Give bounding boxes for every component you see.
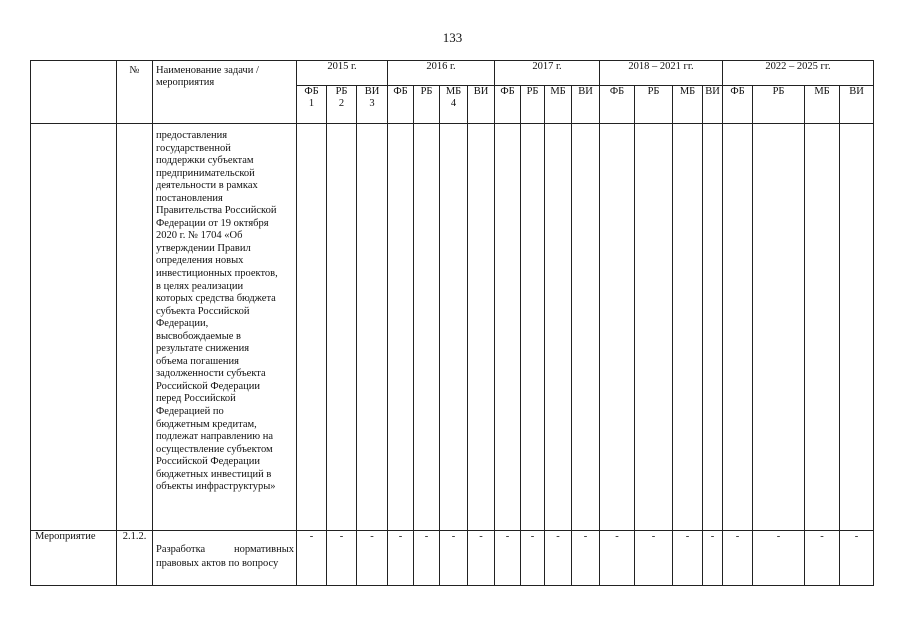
value-cell: - [440, 531, 468, 586]
subcol-fb: ФБ 1 [297, 86, 327, 124]
value-cell: - [673, 531, 703, 586]
description-line: объекты инфраструктуры» [156, 481, 276, 493]
description-line: государственной [156, 142, 231, 154]
description-line: подлежат направлению на [156, 431, 274, 443]
subcol-vi: ВИ [572, 86, 600, 124]
header-year-2017: 2017 г. [495, 61, 600, 86]
description-line: предпринимательской [156, 167, 255, 179]
continuation-description [153, 124, 297, 531]
description-line: поддержки субъектам [156, 155, 254, 167]
value-cell: - [297, 531, 327, 586]
subcol-mb: МБ 4 [440, 86, 468, 124]
subcol-vi: ВИ 3 [357, 86, 388, 124]
subcol-rb: РБ [414, 86, 440, 124]
description-line: определения новых [156, 255, 244, 267]
subcol-rb: РБ [753, 86, 805, 124]
description-line: перед Российской [156, 393, 236, 405]
header-year-2018-2021: 2018 – 2021 гг. [600, 61, 723, 86]
description-line: деятельности в рамках [156, 180, 258, 192]
header-year-2016: 2016 г. [388, 61, 495, 86]
value-cell: - [805, 531, 840, 586]
value-cell: - [414, 531, 440, 586]
subcol-mb: МБ [545, 86, 572, 124]
value-cell: - [495, 531, 521, 586]
description-line: высвобождаемые в [156, 330, 241, 342]
row-number: 2.1.2. [117, 531, 153, 586]
description-line: субъекта Российской [156, 305, 250, 317]
description-line: утверждении Правил [156, 242, 251, 254]
value-cell: - [357, 531, 388, 586]
subcol-vi: ВИ [840, 86, 874, 124]
value-cell: - [545, 531, 572, 586]
header-year-2022-2025: 2022 – 2025 гг. [723, 61, 874, 86]
value-cell: - [753, 531, 805, 586]
description-line: инвестиционных проектов, [156, 268, 278, 280]
subcol-fb: ФБ [388, 86, 414, 124]
row-number-cell [117, 124, 153, 531]
subcol-rb: РБ [521, 86, 545, 124]
description-line: бюджетных инвестиций в [156, 468, 272, 480]
subcol-fb: ФБ [723, 86, 753, 124]
row-kind-cell [31, 124, 117, 531]
subcol-rb: РБ [635, 86, 673, 124]
value-cell: - [521, 531, 545, 586]
description-line: результате снижения [156, 343, 250, 355]
subcol-vi: ВИ [703, 86, 723, 124]
value-cell: - [635, 531, 673, 586]
subcol-vi: ВИ [468, 86, 495, 124]
description-line: Федерации от 19 октября [156, 217, 269, 229]
header-year-2015: 2015 г. [297, 61, 388, 86]
row-description: Разработка нормативных правовых актов по вопросу [153, 531, 297, 586]
budget-table [30, 60, 874, 586]
subcol-fb: ФБ [495, 86, 521, 124]
description-line: бюджетным кредитам, [156, 418, 257, 430]
header-task-name: Наименование задачи / мероприятия [153, 61, 297, 124]
description-line: Российской Федерации [156, 380, 260, 392]
description-line: предоставления [156, 130, 228, 141]
description-line: задолженности субъекта [156, 368, 266, 380]
table-row [31, 531, 874, 586]
header-empty-cell [31, 61, 117, 124]
value-cell: - [327, 531, 357, 586]
description-line: объема погашения [156, 355, 239, 367]
value-cell: - [723, 531, 753, 586]
description-line: в целях реализации [156, 280, 244, 292]
table-row [31, 124, 874, 531]
value-cell: - [600, 531, 635, 586]
value-cell: - [572, 531, 600, 586]
description-line: которых средства бюджета [156, 293, 276, 305]
subcol-mb: МБ [805, 86, 840, 124]
page-number: 133 [442, 30, 463, 45]
value-cell: - [703, 531, 723, 586]
subcol-rb: РБ 2 [327, 86, 357, 124]
description-line: 2020 г. № 1704 «Об [156, 230, 243, 242]
description-line: Российской Федерации [156, 456, 260, 468]
description-line: осуществление субъектом [156, 443, 273, 455]
description-line: Федерацией по [156, 406, 224, 418]
subcol-mb: МБ [673, 86, 703, 124]
description-line: Федерации, [156, 318, 209, 330]
value-cell: - [388, 531, 414, 586]
row-kind: Мероприятие [31, 531, 117, 586]
header-number: № [117, 61, 153, 124]
description-line: постановления [156, 192, 223, 204]
value-cell: - [840, 531, 874, 586]
value-cell: - [468, 531, 495, 586]
description-line: Правительства Российской [156, 205, 277, 217]
subcol-fb: ФБ [600, 86, 635, 124]
